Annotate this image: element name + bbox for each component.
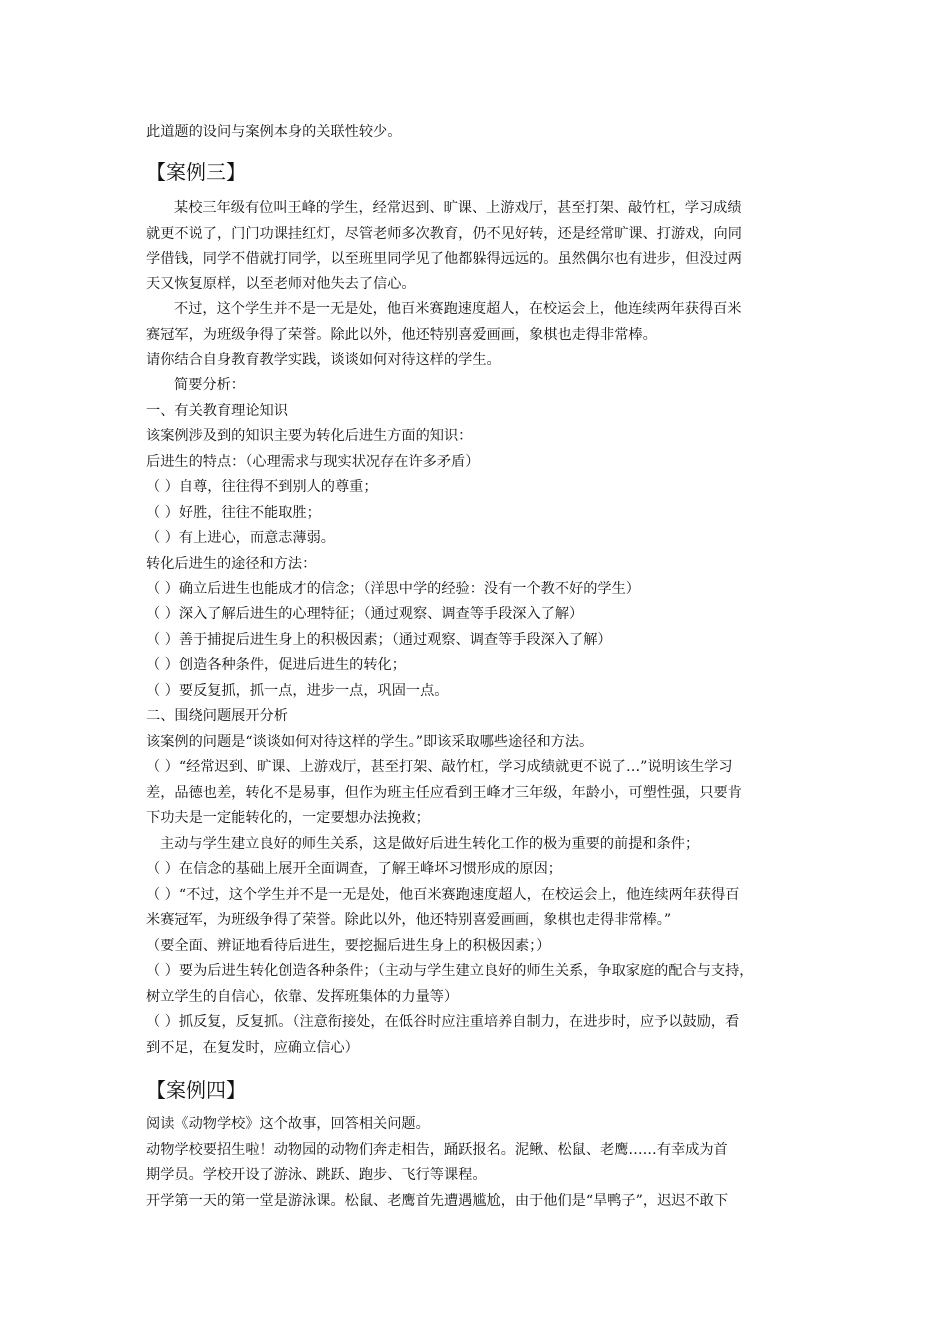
- case4-heading: 【案例四】: [146, 1078, 246, 1102]
- method-item: （ ）创造各种条件，促进后进生的转化；: [146, 657, 406, 673]
- case3-question: 请你结合自身教育教学实践，谈谈如何对待这样的学生。: [146, 352, 501, 368]
- case4-line: 阅读《动物学校》这个故事，回答相关问题。: [146, 1116, 430, 1132]
- point1-line: （ ）“经常迟到、旷课、上游戏厅，甚至打架、敲竹杠，学习成绩就更不说了…”说明该生学习: [146, 759, 733, 775]
- case4-line: 期学员。学校开设了游泳、跳跃、跑步、飞行等课程。: [146, 1167, 487, 1183]
- point3-line: （要全面、辨证地看待后进生，要挖掘后进生身上的积极因素；）: [146, 938, 551, 954]
- section2-title: 二、围绕问题展开分析: [146, 708, 288, 724]
- method-item: （ ）善于捕捉后进生身上的积极因素；（通过观察、调查等手段深入了解）: [146, 632, 612, 648]
- point1-line: 差，品德也差，转化不是易事，但作为班主任应看到王峰才三年级，年龄小，可塑性强，只要肯: [146, 785, 742, 801]
- point4-line: 树立学生的自信心，依靠、发挥班集体的力量等）: [146, 989, 459, 1005]
- trait-item: （ ）自尊，往往得不到别人的尊重；: [146, 479, 378, 495]
- case3-para1-line: 天又恢复原样，以至老师对他失去了信心。: [146, 276, 416, 292]
- case4-line: 开学第一天的第一堂是游泳课。松鼠、老鹰首先遭遇尴尬，由于他们是“旱鸭子”，迟迟不敢下: [146, 1193, 729, 1209]
- method-item: （ ）确立后进生也能成才的信念；（洋思中学的经验：没有一个教不好的学生）: [146, 581, 640, 597]
- case3-para2-line: 赛冠军，为班级争得了荣誉。除此以外，他还特别喜爱画画，象棋也走得非常棒。: [146, 327, 657, 343]
- section1-intro: 该案例涉及到的知识主要为转化后进生方面的知识：: [146, 428, 473, 444]
- case3-para1-line: 就更不说了，门门功课挂红灯，尽管老师多次教育，仍不见好转，还是经常旷课、打游戏，向同: [146, 226, 742, 242]
- point2-line: （ ）在信念的基础上展开全面调查，了解王峰坏习惯形成的原因；: [146, 861, 562, 877]
- case3-para1-line: 学借钱，同学不借就打同学，以至班里同学见了他都躲得远远的。虽然偶尔也有进步，但没过两: [146, 251, 742, 267]
- section2-intro: 该案例的问题是“谈谈如何对待这样的学生。”即该采取哪些途径和方法。: [146, 734, 594, 750]
- method-item: （ ）要反复抓，抓一点，进步一点，巩固一点。: [146, 683, 449, 699]
- point5-line: 到不足，在复发时，应确立信心）: [146, 1040, 359, 1056]
- point4-line: （ ）要为后进生转化创造各种条件；（主动与学生建立良好的师生关系，争取家庭的配合与支持，: [146, 963, 754, 979]
- traits-title: 后进生的特点：（心理需求与现实状况存在许多矛盾）: [146, 454, 480, 470]
- section1-title: 一、有关教育理论知识: [146, 403, 288, 419]
- case3-heading: 【案例三】: [146, 160, 246, 184]
- point3-line: （ ）“不过，这个学生并不是一无是处，他百米赛跑速度超人，在校运会上，他连续两年获得百: [146, 887, 740, 903]
- point5-line: （ ）抓反复，反复抓。（注意衔接处，在低谷时应注重培养自制力，在进步时，应予以鼓励，看: [146, 1014, 740, 1030]
- case3-para2-line: 不过，这个学生并不是一无是处，他百米赛跑速度超人，在校运会上，他连续两年获得百米: [174, 301, 742, 317]
- methods-title: 转化后进生的途径和方法：: [146, 556, 317, 572]
- trait-item: （ ）好胜，往往不能取胜；: [146, 505, 321, 521]
- intro-line: 此道题的设问与案例本身的关联性较少。: [146, 124, 402, 140]
- point3-line: 米赛冠军，为班级争得了荣誉。除此以外，他还特别喜爱画画，象棋也走得非常棒。”: [146, 912, 672, 928]
- point1-note: 主动与学生建立良好的师生关系，这是做好后进生转化工作的极为重要的前提和条件；: [160, 836, 700, 852]
- method-item: （ ）深入了解后进生的心理特征；（通过观察、调查等手段深入了解）: [146, 606, 584, 622]
- trait-item: （ ）有上进心，而意志薄弱。: [146, 530, 335, 546]
- case3-para1-line: 某校三年级有位叫王峰的学生，经常迟到、旷课、上游戏厅，甚至打架、敲竹杠，学习成绩: [174, 200, 742, 216]
- case4-line: 动物学校要招生啦！动物园的动物们奔走相告，踊跃报名。泥鳅、松鼠、老鹰‥‥‥有幸成为首: [146, 1142, 728, 1158]
- point1-line: 下功夫是一定能转化的，一定要想办法挽救；: [146, 810, 430, 826]
- analysis-title: 简要分析：: [174, 377, 245, 393]
